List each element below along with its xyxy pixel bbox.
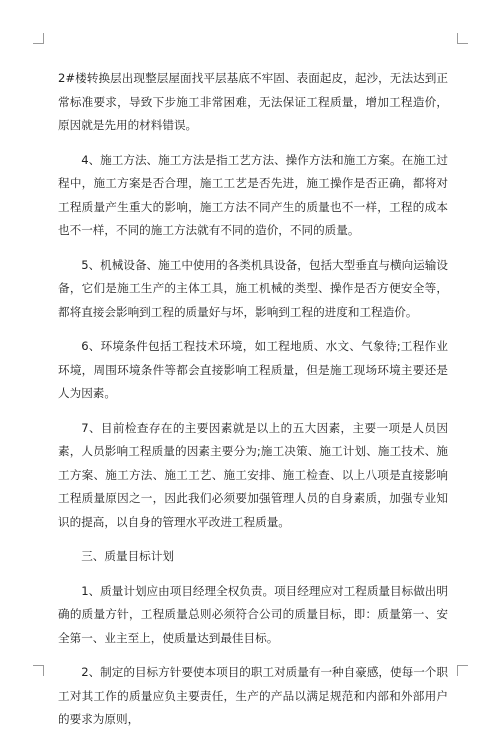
paragraph-machinery: 5、机械设备、施工中使用的各类机具设备，包括大型垂直与横向运输设备，它们是施工生产的主体工具，施工机械的类型、操作是否方便安全等，都将直接会影响到工程的质量好与坏，影响到工程的进度和工程造价。 [58, 257, 448, 319]
document-body [58, 67, 448, 743]
paragraph-environment: 6、环境条件包括工程技术环境，如工程地质、水文、气象待;工程作业环境，周围环境条件等都会直接影响工程质量，但是施工现场环境主要还是人为因素。 [58, 339, 448, 400]
section-heading-quality-goal-plan: 三、质量目标计划 [81, 549, 174, 563]
paragraph-personnel-factors: 7、目前检查存在的主要因素就是以上的五大因素，主要一项是人员因素，人员影响工程质量的因素主要分为;施工决策、施工计划、施工技术、施工方案、施工方法、施工工艺、施工安排、施工检查、以上八项是直接影响工程质量原因之一，因此我们必须要加强管理人员的自身素质，加强专业知识的提高，以自身的管理水平改进工程质量。 [58, 420, 448, 529]
crop-mark-bottom-left [33, 665, 44, 676]
paragraph-quality-plan-responsibility: 1、质量计划应由项目经理全权负责。项目经理应对工程质量目标做出明确的质量方针，工程质量总则必须符合公司的质量目标，即：质量第一、安全第一、业主至上，使质量达到最佳目标。 [58, 583, 448, 645]
crop-mark-top-left [33, 33, 44, 44]
paragraph-material-error: 2#楼转换层出现整层屋面找平层基底不牢固、表面起皮，起沙，无法达到正常标准要求，导致下步施工非常困难，无法保证工程质量，增加工程造价，原因就是先用的材料错误。 [58, 71, 448, 132]
crop-mark-bottom-right [457, 665, 468, 676]
paragraph-construction-method: 4、施工方法、施工方法是指工艺方法、操作方法和施工方案。在施工过程中，施工方案是否合理，施工工艺是否先进，施工操作是否正确，都将对工程质量产生重大的影响，施工方法不同产生的质量也不一样，工程的成本也不一样，不同的施工方法就有不同的造价，不同的质量。 [58, 152, 448, 237]
crop-mark-top-right [457, 33, 468, 44]
paragraph-goal-policy: 2、制定的目标方针要使本项目的职工对质量有一种自豪感，使每一个职工对其工作的质量应负主要责任，生产的产品以满足规范和内部和外部用户的要求为原则， [58, 665, 448, 726]
